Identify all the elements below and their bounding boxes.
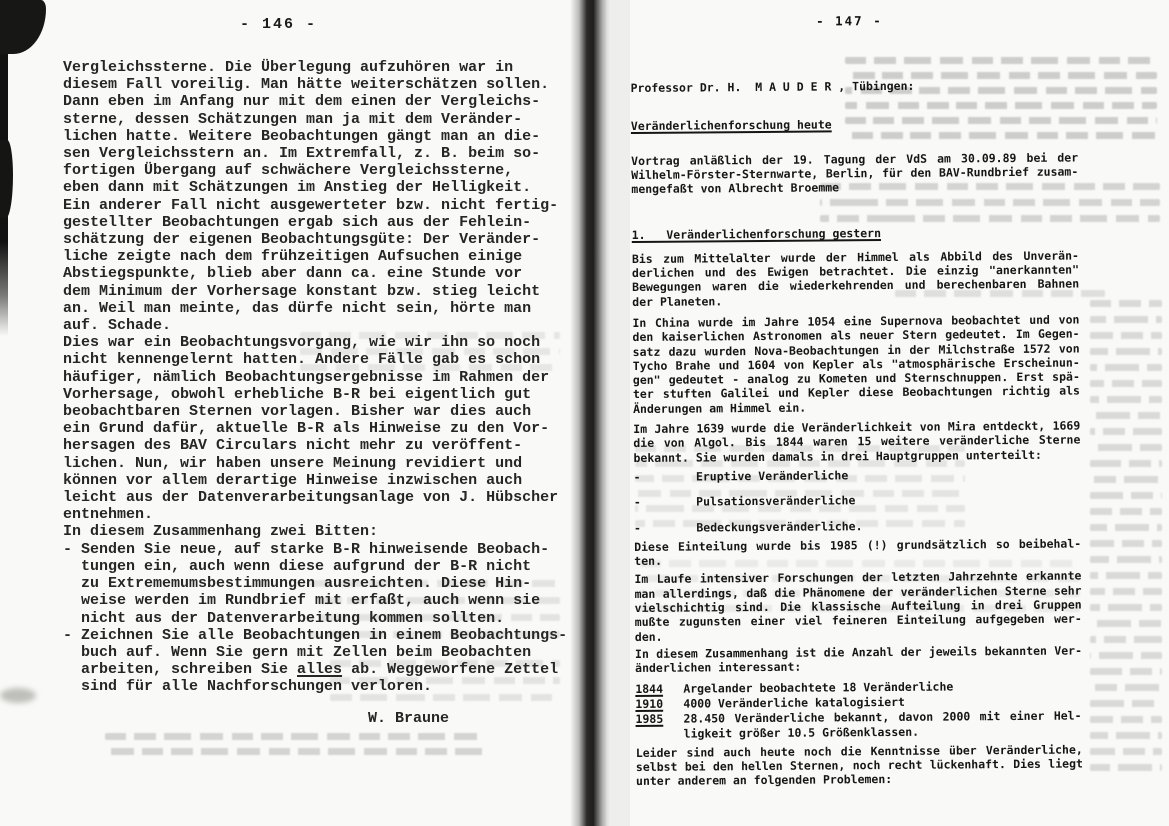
bleedthrough-line [1090,508,1162,515]
text-line: sterne, dessen Schätzungen man ja mit dem Veränder- [63,110,523,128]
text-line: lichen hatte. Weitere Beobachtungen gängt man an die- [63,127,541,145]
text-line: Tycho Brahe und 1604 von Kepler als "atmosphärische Erscheinun- [632,355,1080,373]
bleedthrough-line [1090,396,1162,403]
text-line: derlichen und des Ewigen betrachtet. Die einzig "anerkannten" [631,262,1080,281]
signature: W. Braune [368,709,450,727]
text-line: häufiger, nämlich Beobachtungsergebnisse im Rahmen der [63,368,550,386]
text-line: dem Minimum der Vorhersage konstant bzw. stieg leicht [63,282,541,300]
bleedthrough-line [1090,492,1162,499]
text-line: Wilhelm-Förster-Sternwarte, Berlin, für den BAV-Rundbrief zusam- [631,164,1079,182]
bullet-item [63,541,565,627]
bleedthrough-line [1090,588,1162,595]
text-line: gen" gedeutet - analog zu Kometen und Sternschnuppen. Erst spä- [632,369,1080,388]
bleedthrough-line [1090,732,1162,739]
text-line: können vor allem derartige Hinweise inzwischen auch [63,471,523,489]
text-line: Diese Einteilung wurde bis 1985 (!) grundsätzlich so beibehal- [634,536,1082,554]
timeline-year: 1844 [635,681,664,696]
bleedthrough-line [1090,476,1162,483]
text-line: ter stuften Galilei und Kepler diese Beobachtungen richtig als [632,383,1081,402]
left-text-column [63,59,568,727]
bleedthrough-line [1090,524,1162,531]
text-line: leicht aus der Datenverarbeitungsanlage von J. Hübscher [63,489,559,507]
bleedthrough-line [1090,572,1162,579]
text-line: fortigen Übergang auf schwächere Vergleichssterne, [63,162,514,180]
underlined-word: alles [297,661,343,679]
text-line: beobachtbaren Sternen vorlagen. Bisher war dies auch [63,403,532,421]
paragraph [634,536,1081,568]
text-line: Im Jahre 1639 wurde die Veränderlichkeit von Mira entdeckt, 1669 [633,418,1081,437]
text-line: den kaiserlichen Astronomen als neuer Stern gedeutet. Im Gegen- [632,326,1080,345]
text-line: In diesem Zusammenhang ist die Anzahl der jeweils bekannten Ver- [634,643,1083,661]
text-line: Vorhersage, obwohl erhebliche B-R bei eigentlich gut [63,385,532,403]
bleedthrough-line [105,748,485,755]
text-line: ein Grund dafür, aktuelle B-R als Hinweise zu den Vor- [63,420,550,438]
bleedthrough-line [1090,380,1162,387]
bleedthrough-line [1090,620,1162,627]
timeline-text: 4000 Veränderliche katalogisiert [683,694,906,711]
text-line: selbst bei den hellen Sternen, noch recht lückenhaft. Dies liegt [635,756,1083,774]
paragraph [63,197,565,335]
bleedthrough-line [1090,316,1162,323]
text-line: tungen ein, auch wenn diese aufgrund der B-R nicht [63,557,532,575]
text-line: satz dazu wurden Nova-Beobachtungen in der Milchstraße 1572 von [632,341,1080,359]
text-line: - Pulsationsveränderliche [633,493,856,510]
right-text-column [631,77,1084,788]
bleedthrough-line [1090,748,1162,755]
bleedthrough-line [1090,428,1162,435]
bleedthrough-line [1090,300,1162,307]
bleedthrough-line [1090,348,1162,355]
bleedthrough-line [1090,636,1162,643]
bleedthrough-line [1090,668,1162,675]
timeline-text: Argelander beobachtete 18 Veränderliche [683,678,954,696]
text-line: Abstiegspunkte, blieb aber dann ca. eine Stunde vor [63,265,523,283]
book-gutter-shadow [604,0,630,826]
text-line: man allerdings, daß die Phänomene der veränderlichen Sterne sehr [634,583,1082,601]
timeline-text-continuation: ligkeit größer 10.5 Größenklassen. [683,724,920,741]
bleedthrough-line [1090,364,1162,371]
bleedthrough-line [1090,700,1162,707]
text-line: In diesem Zusammenhang zwei Bitten: [63,523,379,541]
text-line: nicht kennengelernt hatten. Andere Fälle gab es schon [63,351,541,369]
timeline-text: 28.450 Veränderliche bekannt, davon 2000 mit einer Hel- [683,707,1082,726]
text-line: mußte zugunsten einer viel feineren Einteilung aufgegeben wer- [634,611,1082,630]
timeline-list [635,678,1082,742]
bullet-item [63,626,568,696]
text-line: - Senden Sie neue, auf starke B-R hinweisende Beobach- [63,540,550,558]
bleedthrough-line [1090,604,1162,611]
bleedthrough-line [105,733,485,740]
text-line: - Bedeckungsveränderliche. [633,518,863,535]
bleedthrough-text [105,733,485,763]
paragraph [635,643,1082,675]
scan-corner-artifact [0,0,46,54]
text-line: Bis zum Mittelalter wurde der Himmel als Abbild des Unverän- [631,248,1079,266]
right-page [630,12,1083,788]
text-line: Leider sind auch heute noch die Kenntnisse über Veränderliche, [635,741,1083,760]
text-line: Bewegungen waren die wiederkehrenden und berechenbaren Bahnen [632,276,1080,295]
text-line: gestellter Beobachtungen ergab sich aus der Fehlein- [63,213,532,231]
text-line: Vortrag anläßlich der 19. Tagung der VdS am 30.09.89 bei der [631,150,1079,168]
text-line: schätzung der eigenen Beobachtungsgüte: Der Veränder- [63,231,541,249]
timeline-year: 1910 [635,696,664,711]
bleedthrough-line [1090,412,1162,419]
text-line: Dies war ein Beobachtungsvorgang, wie wir ihn so noch [63,334,541,352]
text-line: In China wurde im Jahre 1054 eine Supernova beobachtet und von [632,312,1080,330]
bleedthrough-line [1090,444,1162,451]
variable-type-list [634,466,1081,534]
paragraph [63,523,565,540]
text-line: Änderungen am Himmel ein. [633,400,807,416]
text-line: entnehmen. [63,506,154,524]
timeline-year: 1985 [635,711,664,726]
text-line: mengefaßt von Albrecht Broemme [631,180,840,197]
text-line: Ein anderer Fall nicht ausgewerteter bzw. nicht fertig- [63,196,559,214]
text-line: auf. Schade. [63,317,172,335]
scan-smudge-artifact [0,688,36,703]
bleedthrough-line [1090,684,1162,691]
text-line: der Planeten. [632,293,723,309]
text-line: buch auf. Wenn Sie gern mit Zellen beim Beobachten [63,643,532,661]
text-line: Im Laufe intensiver Forschungen der letzten Jahrzehnte erkannte [634,568,1082,587]
text-line: vielschichtig sind. Die klassische Aufteilung in drei Gruppen [634,597,1082,615]
article-title: Veränderlichenforschung heute [630,117,832,134]
text-line: den. [634,629,663,644]
text-line: liche zeigte nach dem frühzeitigen Aufsuchen einige [63,248,523,266]
bleedthrough-line [1090,460,1162,467]
paragraph [633,419,1080,465]
bleedthrough-line [1090,556,1162,563]
paragraph [63,334,565,523]
page-number-left: - 146 - [240,16,318,33]
text-line: Dann eben im Anfang nur mit dem einen der Vergleichs- [63,93,541,111]
intro-paragraph [631,150,1078,196]
paragraph [632,312,1080,416]
paragraph [634,569,1082,644]
bleedthrough-line [1090,540,1162,547]
text-line: sen Vergleichsstern an. Im Extremfall, z. B. beim so- [63,145,541,163]
text-segment: ab. Weggeworfene Zettel [342,661,559,679]
text-line: - Eruptive Veränderliche [633,468,849,484]
bleedthrough-line [1090,332,1162,339]
text-line: ten. [634,553,663,569]
bleedthrough-line [1090,716,1162,723]
bleedthrough-line [1090,652,1162,659]
text-line: Vergleichssterne. Die Überlegung aufzuhören war in [63,59,514,76]
paragraph [636,742,1083,788]
text-line: hersagen des BAV Circulars nicht mehr zu veröffent- [63,437,523,455]
text-line: die von Algol. Bis 1844 waren 15 weitere veränderliche Sterne [633,432,1081,451]
text-segment: arbeiten, schreiben Sie [63,661,298,679]
text-line: lichen. Nun, wir haben unsere Meinung revidiert und [63,454,523,472]
text-line: - Zeichnen Sie alle Beobachtungen in einem Beobachtungs- [63,626,568,644]
text-line: diesem Fall voreilig. Man hätte weiterschätzen sollen. [63,76,550,94]
text-line: nicht aus der Datenverarbeitung kommen sollten. [63,609,505,627]
bleedthrough-line [1090,764,1162,771]
text-line: an. Weil man meinte, das dürfe nicht sein, hörte man [63,299,532,317]
page-number-right: - 147 - [815,13,883,29]
section-heading: 1. Veränderlichenforschung gestern [631,226,882,243]
text-line: sind für alle Nachforschungen verloren. [63,678,433,696]
paragraph [632,248,1079,309]
text-line: bekannt. Sie wurden damals in drei Hauptgruppen unterteilt: [633,447,1043,465]
scan-edge-artifact [0,140,13,218]
author-line: Professor Dr. H. M A U D E R , Tübingen: [630,78,915,95]
paragraph [63,59,565,197]
text-line: eben dann mit Schätzungen im Anstieg der Helligkeit. [63,179,532,197]
text-line [63,661,565,678]
text-line: änderlichen interessant: [635,659,802,676]
text-line: unter anderem an folgenden Problemen: [635,772,893,789]
bleedthrough-text [1090,300,1162,780]
text-line: zu Extrememumsbestimmungen ausreichten. Diese Hin- [63,575,532,593]
text-line: weise werden im Rundbrief mit erfaßt, auch wenn sie [63,592,541,610]
